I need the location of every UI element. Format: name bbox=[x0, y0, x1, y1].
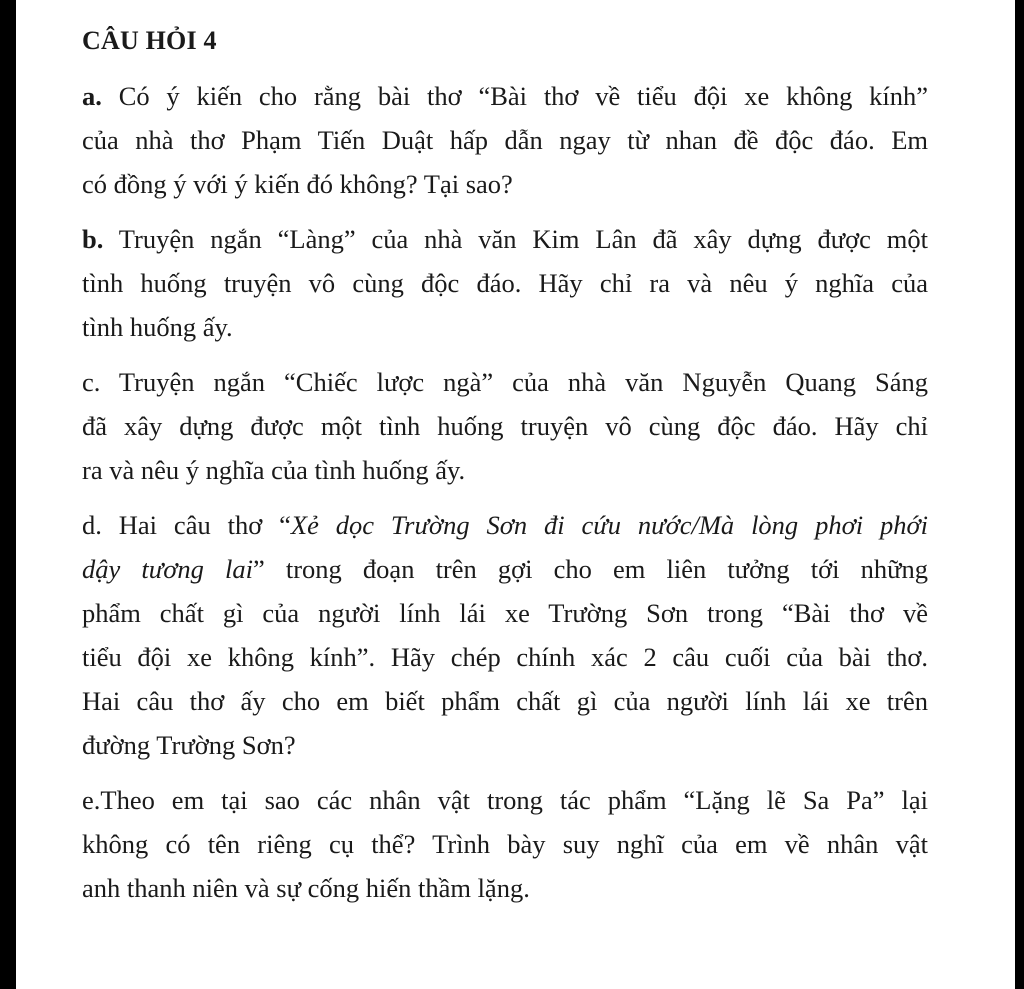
question-e bbox=[82, 778, 928, 910]
question-b-line-3: tình huống ấy. bbox=[82, 312, 233, 342]
page-title: CÂU HỎI 4 bbox=[82, 26, 217, 55]
question-d-line-5: Hai câu thơ ấy cho em biết phẩm chất gì của người lính lái xe trên bbox=[82, 686, 928, 716]
question-a-line-1 bbox=[82, 74, 928, 118]
question-b bbox=[82, 217, 928, 349]
question-b-line-1 bbox=[82, 217, 928, 261]
question-c bbox=[82, 360, 928, 492]
question-c-line-1: c. Truyện ngắn “Chiếc lược ngà” của nhà văn Nguyễn Quang Sáng bbox=[82, 367, 928, 397]
question-d-intro: d. Hai câu thơ “ bbox=[82, 510, 291, 540]
question-c-line-2: đã xây dựng được một tình huống truyện vô cùng độc đáo. Hãy chỉ bbox=[82, 411, 928, 441]
question-d-after-quote: ” trong đoạn trên gợi cho em liên tưởng tới những bbox=[252, 554, 929, 584]
question-b-text-1: Truyện ngắn “Làng” của nhà văn Kim Lân đã xây dựng được một bbox=[118, 224, 928, 254]
question-a-line-3: có đồng ý với ý kiến đó không? Tại sao? bbox=[82, 169, 513, 199]
document-content bbox=[82, 22, 928, 921]
question-d-quote-2: dậy tương lai bbox=[82, 554, 253, 584]
question-d-line-3: phẩm chất gì của người lính lái xe Trường Sơn trong “Bài thơ về bbox=[82, 598, 928, 628]
question-d-line-6: đường Trường Sơn? bbox=[82, 730, 296, 760]
question-e-line-1: e.Theo em tại sao các nhân vật trong tác phẩm “Lặng lẽ Sa Pa” lại bbox=[82, 785, 928, 815]
question-e-line-2: không có tên riêng cụ thể? Trình bày suy nghĩ của em về nhân vật bbox=[82, 829, 928, 859]
question-a-label: a. bbox=[82, 81, 102, 111]
question-b-line-2: tình huống truyện vô cùng độc đáo. Hãy chỉ ra và nêu ý nghĩa của bbox=[82, 268, 928, 298]
question-b-label: b. bbox=[82, 224, 104, 254]
question-d bbox=[82, 503, 928, 767]
question-d-line-1 bbox=[82, 503, 928, 547]
question-a bbox=[82, 74, 928, 206]
question-e-line-3: anh thanh niên và sự cống hiến thầm lặng. bbox=[82, 873, 530, 903]
question-a-line-2: của nhà thơ Phạm Tiến Duật hấp dẫn ngay từ nhan đề độc đáo. Em bbox=[82, 125, 928, 155]
question-c-line-3: ra và nêu ý nghĩa của tình huống ấy. bbox=[82, 455, 466, 485]
document-page bbox=[16, 0, 1015, 989]
question-d-quote-1: Xẻ dọc Trường Sơn đi cứu nước/Mà lòng phơi phới bbox=[290, 510, 928, 540]
question-d-line-4: tiểu đội xe không kính”. Hãy chép chính xác 2 câu cuối của bài thơ. bbox=[82, 642, 928, 672]
question-a-text-1: Có ý kiến cho rằng bài thơ “Bài thơ về tiểu đội xe không kính” bbox=[118, 81, 929, 111]
question-d-line-2 bbox=[82, 547, 928, 591]
